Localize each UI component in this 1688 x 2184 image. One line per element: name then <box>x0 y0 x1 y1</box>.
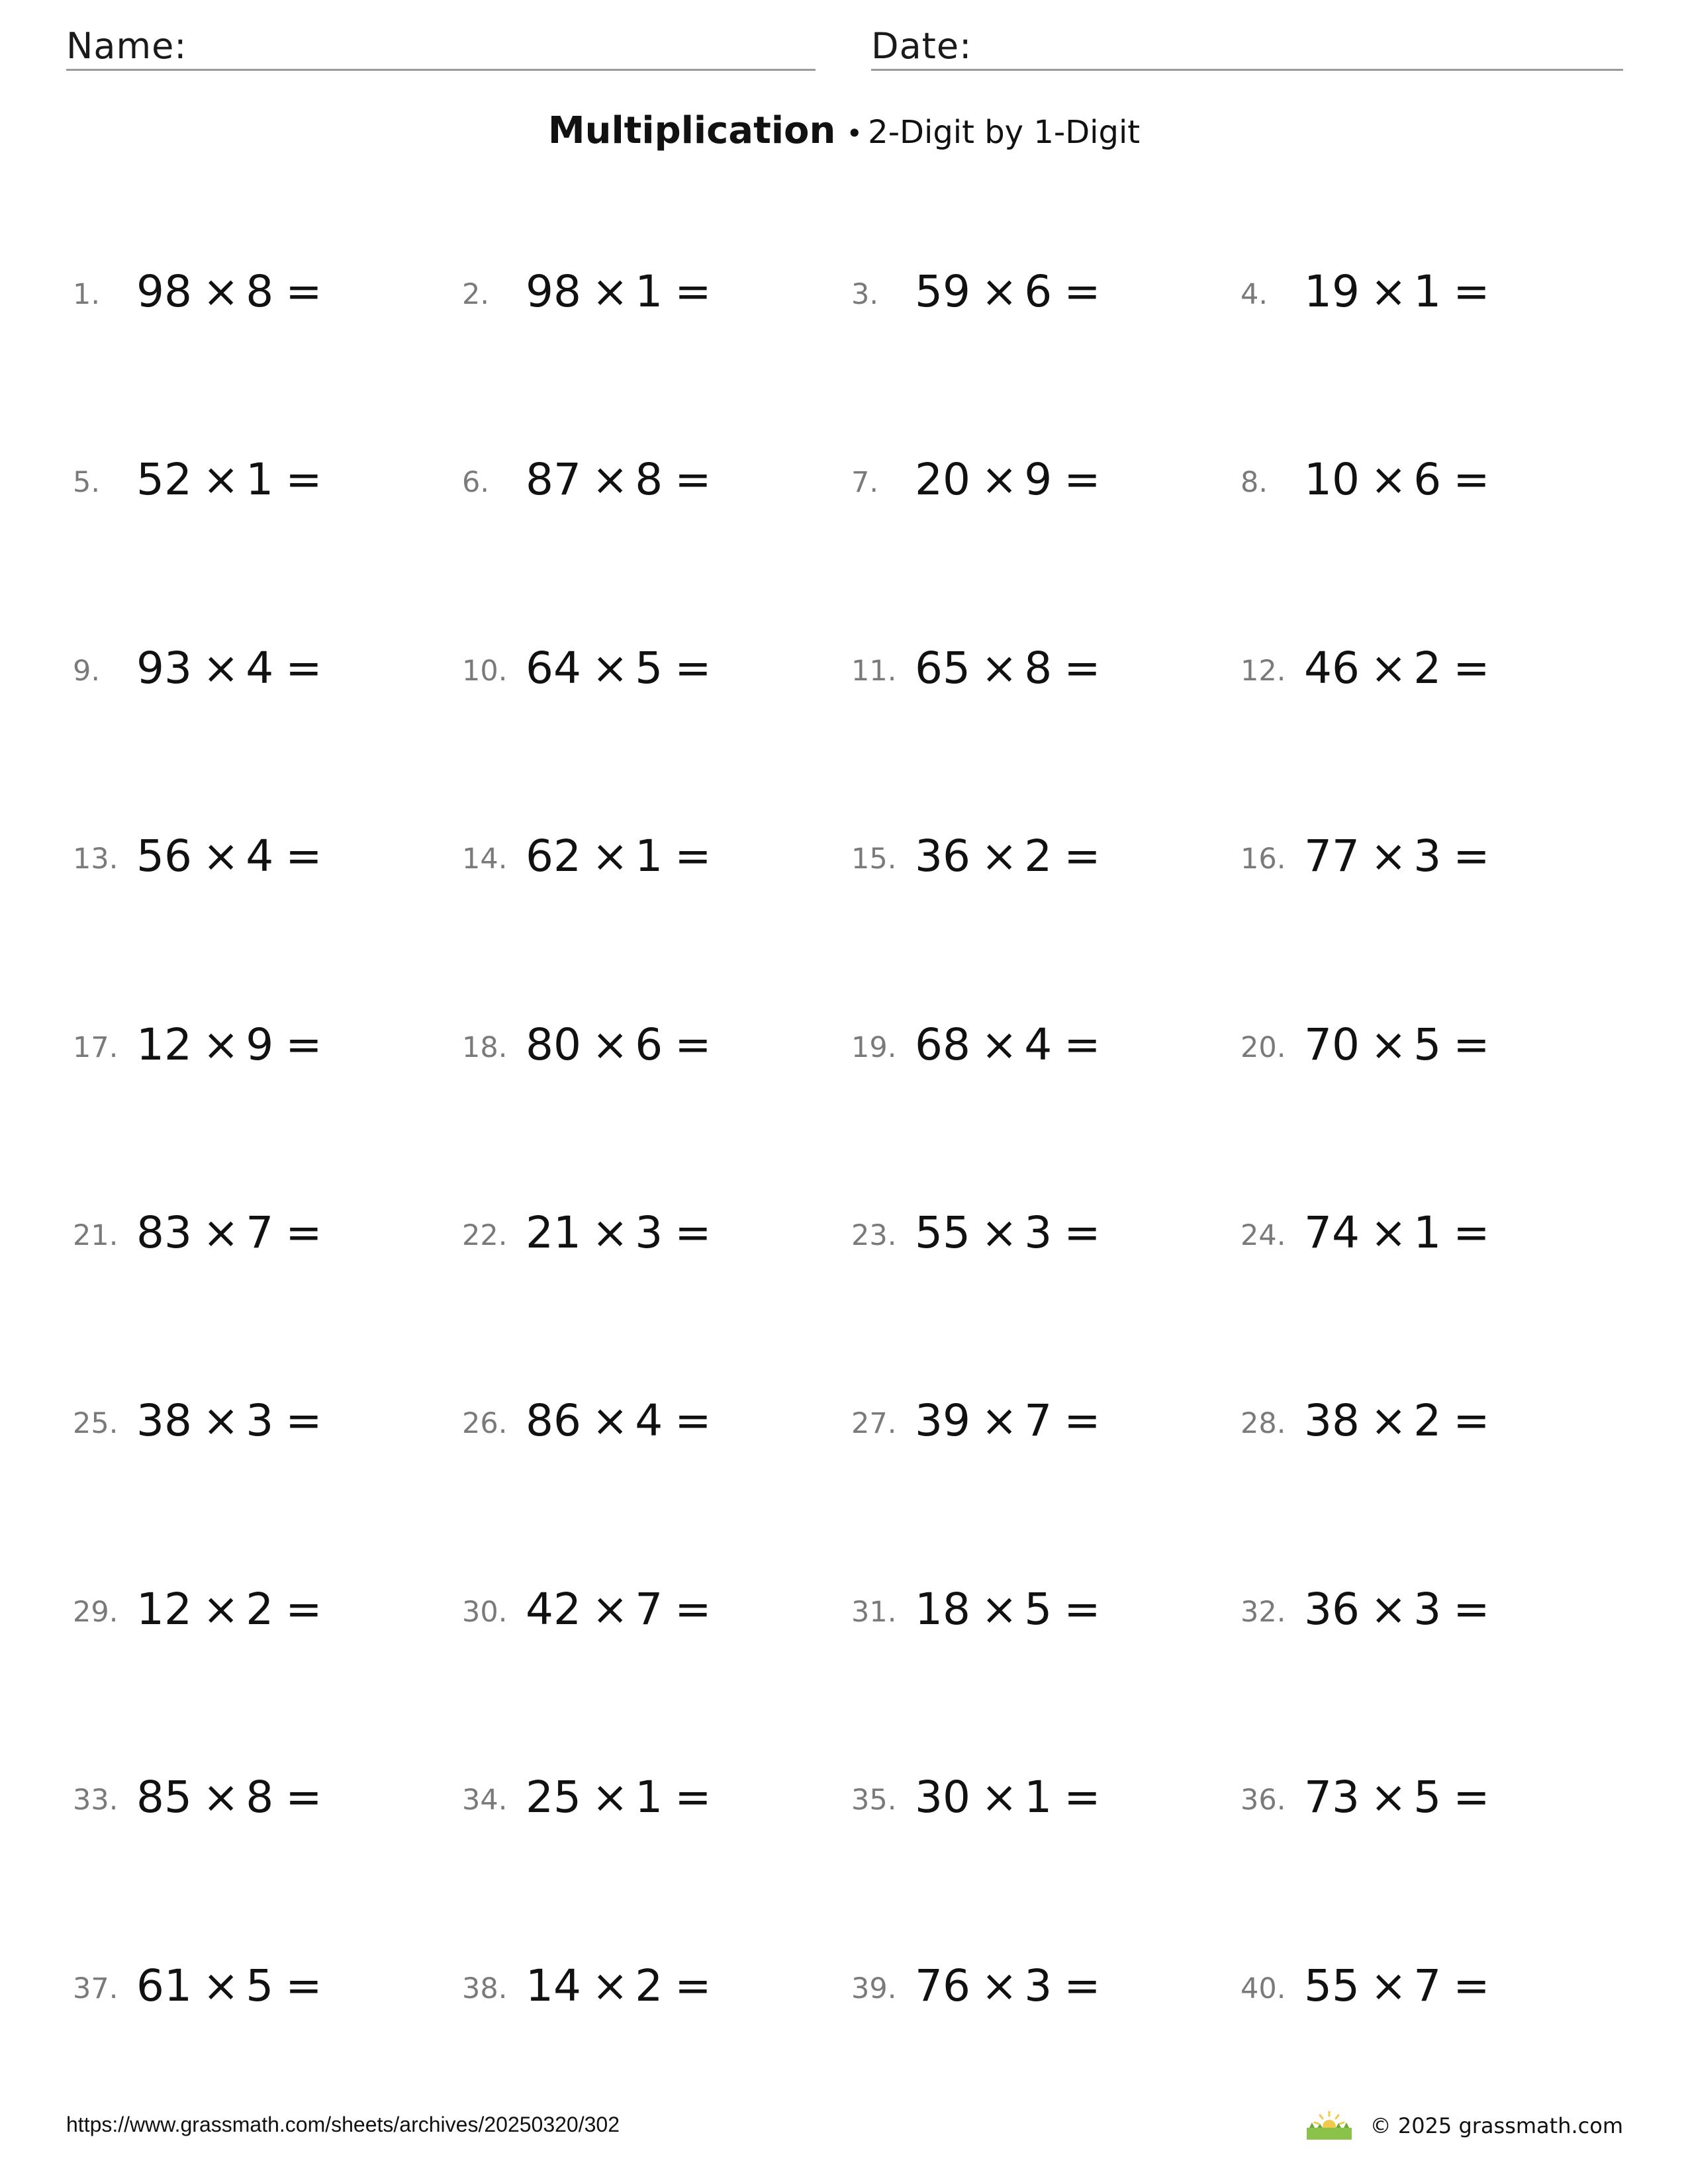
problem-item <box>851 1391 1222 1451</box>
problem-item <box>73 1580 444 1639</box>
multiplicand: 21 <box>526 1207 581 1258</box>
multiplier: 4 <box>635 1395 663 1446</box>
problem-item <box>1241 1015 1611 1075</box>
multiplier: 1 <box>1413 266 1442 317</box>
equals-symbol: = <box>675 1019 712 1070</box>
times-symbol: × <box>980 1207 1018 1258</box>
problem-number: 31. <box>851 1596 897 1629</box>
problem-number: 11. <box>851 655 897 688</box>
multiplier: 6 <box>1024 266 1053 317</box>
problem-number: 14. <box>462 842 508 876</box>
times-symbol: × <box>1370 266 1407 317</box>
equals-symbol: = <box>1064 1395 1101 1446</box>
multiplier: 2 <box>635 1960 663 2011</box>
problem-item <box>462 1768 833 1827</box>
problem-number: 33. <box>73 1784 118 1817</box>
times-symbol: × <box>591 1395 629 1446</box>
problem-expression <box>915 450 1101 510</box>
multiplicand: 12 <box>136 1584 192 1635</box>
problem-number: 37. <box>73 1972 118 2005</box>
problem-expression <box>915 1768 1101 1827</box>
problem-number: 38. <box>462 1972 508 2005</box>
multiplicand: 25 <box>526 1772 581 1823</box>
equals-symbol: = <box>675 1207 712 1258</box>
multiplier: 3 <box>635 1207 663 1258</box>
problem-item <box>73 1956 444 2016</box>
problem-number: 17. <box>73 1031 118 1064</box>
equals-symbol: = <box>675 1584 712 1635</box>
problem-expression <box>526 639 712 698</box>
multiplier: 2 <box>1413 1395 1442 1446</box>
problem-item <box>73 1203 444 1263</box>
multiplier: 1 <box>635 1772 663 1823</box>
equals-symbol: = <box>1064 454 1101 505</box>
multiplier: 5 <box>635 643 663 694</box>
problem-expression <box>136 827 322 886</box>
problem-item <box>462 827 833 886</box>
equals-symbol: = <box>1453 454 1490 505</box>
problem-expression <box>915 1580 1101 1639</box>
problem-number: 28. <box>1241 1407 1286 1440</box>
equals-symbol: = <box>675 454 712 505</box>
multiplier: 7 <box>1024 1395 1053 1446</box>
times-symbol: × <box>980 454 1018 505</box>
multiplicand: 59 <box>915 266 970 317</box>
equals-symbol: = <box>675 266 712 317</box>
equals-symbol: = <box>1064 831 1101 882</box>
times-symbol: × <box>591 1207 629 1258</box>
problem-number: 1. <box>73 278 101 311</box>
problem-item <box>462 1015 833 1075</box>
multiplier: 8 <box>1024 643 1053 694</box>
problem-item <box>851 262 1222 322</box>
times-symbol: × <box>591 1772 629 1823</box>
multiplicand: 64 <box>526 643 581 694</box>
times-symbol: × <box>1370 1207 1407 1258</box>
problem-expression <box>136 1956 322 2016</box>
problem-expression <box>526 262 712 322</box>
multiplicand: 77 <box>1304 831 1360 882</box>
multiplicand: 56 <box>136 831 192 882</box>
multiplier: 3 <box>1413 831 1442 882</box>
problem-item <box>1241 1768 1611 1827</box>
multiplicand: 36 <box>1304 1584 1360 1635</box>
problem-expression <box>915 262 1101 322</box>
multiplicand: 20 <box>915 454 970 505</box>
problem-number: 25. <box>73 1407 118 1440</box>
multiplier: 1 <box>1413 1207 1442 1258</box>
multiplier: 4 <box>246 643 274 694</box>
equals-symbol: = <box>1453 1395 1490 1446</box>
multiplicand: 10 <box>1304 454 1360 505</box>
problem-expression <box>526 1203 712 1263</box>
problem-expression <box>136 1580 322 1639</box>
multiplicand: 52 <box>136 454 192 505</box>
times-symbol: × <box>1370 1395 1407 1446</box>
problem-number: 34. <box>462 1784 508 1817</box>
problem-expression <box>1304 1015 1490 1075</box>
multiplier: 8 <box>635 454 663 505</box>
problem-number: 2. <box>462 278 490 311</box>
problem-expression <box>915 827 1101 886</box>
times-symbol: × <box>1370 1772 1407 1823</box>
equals-symbol: = <box>1064 643 1101 694</box>
problem-item <box>851 1580 1222 1639</box>
equals-symbol: = <box>1453 1584 1490 1635</box>
problem-expression <box>136 1768 322 1827</box>
multiplier: 3 <box>1413 1584 1442 1635</box>
multiplier: 1 <box>635 266 663 317</box>
multiplicand: 62 <box>526 831 581 882</box>
equals-symbol: = <box>1064 1019 1101 1070</box>
problem-expression <box>136 262 322 322</box>
times-symbol: × <box>202 1584 240 1635</box>
times-symbol: × <box>980 266 1018 317</box>
problem-item <box>73 1391 444 1451</box>
multiplier: 4 <box>246 831 274 882</box>
multiplicand: 42 <box>526 1584 581 1635</box>
equals-symbol: = <box>675 831 712 882</box>
multiplier: 4 <box>1024 1019 1053 1070</box>
times-symbol: × <box>980 1395 1018 1446</box>
equals-symbol: = <box>675 1960 712 2011</box>
multiplicand: 65 <box>915 643 970 694</box>
problem-number: 10. <box>462 655 508 688</box>
problem-expression <box>136 1203 322 1263</box>
equals-symbol: = <box>1064 1207 1101 1258</box>
footer-url: https://www.grassmath.com/sheets/archives/20250320/302 <box>66 2113 620 2136</box>
problem-number: 23. <box>851 1219 897 1252</box>
problem-number: 4. <box>1241 278 1268 311</box>
problem-item <box>462 450 833 510</box>
times-symbol: × <box>202 1395 240 1446</box>
problem-item <box>851 1768 1222 1827</box>
problem-number: 40. <box>1241 1972 1286 2005</box>
multiplicand: 55 <box>1304 1960 1360 2011</box>
worksheet-title <box>0 105 1688 166</box>
times-symbol: × <box>591 1960 629 2011</box>
problem-item <box>851 1956 1222 2016</box>
times-symbol: × <box>202 1960 240 2011</box>
times-symbol: × <box>980 1960 1018 2011</box>
equals-symbol: = <box>1453 1019 1490 1070</box>
multiplier: 5 <box>1413 1019 1442 1070</box>
equals-symbol: = <box>1064 266 1101 317</box>
problem-item <box>851 1203 1222 1263</box>
problem-expression <box>136 639 322 698</box>
multiplicand: 87 <box>526 454 581 505</box>
times-symbol: × <box>1370 643 1407 694</box>
problem-number: 35. <box>851 1784 897 1817</box>
times-symbol: × <box>1370 831 1407 882</box>
times-symbol: × <box>591 831 629 882</box>
multiplier: 3 <box>1024 1960 1053 2011</box>
times-symbol: × <box>1370 1019 1407 1070</box>
multiplicand: 30 <box>915 1772 970 1823</box>
multiplicand: 80 <box>526 1019 581 1070</box>
times-symbol: × <box>202 1207 240 1258</box>
equals-symbol: = <box>285 1207 322 1258</box>
times-symbol: × <box>980 1772 1018 1823</box>
times-symbol: × <box>591 266 629 317</box>
problem-item <box>462 262 833 322</box>
times-symbol: × <box>202 643 240 694</box>
problem-item <box>851 827 1222 886</box>
multiplier: 5 <box>1024 1584 1053 1635</box>
problem-number: 8. <box>1241 466 1268 499</box>
problem-number: 5. <box>73 466 101 499</box>
times-symbol: × <box>202 831 240 882</box>
problem-expression <box>1304 1203 1490 1263</box>
problem-expression <box>136 450 322 510</box>
problem-expression <box>915 1956 1101 2016</box>
problem-number: 3. <box>851 278 879 311</box>
multiplicand: 12 <box>136 1019 192 1070</box>
equals-symbol: = <box>675 1395 712 1446</box>
problem-number: 20. <box>1241 1031 1286 1064</box>
problem-item <box>462 1956 833 2016</box>
problem-expression <box>1304 262 1490 322</box>
grass-sun-logo-icon <box>1305 2111 1353 2141</box>
multiplicand: 18 <box>915 1584 970 1635</box>
problem-item <box>851 450 1222 510</box>
problem-number: 24. <box>1241 1219 1286 1252</box>
problem-item <box>1241 639 1611 698</box>
problem-expression <box>526 1956 712 2016</box>
problem-item <box>73 450 444 510</box>
multiplicand: 38 <box>1304 1395 1360 1446</box>
equals-symbol: = <box>285 454 322 505</box>
date-field[interactable] <box>871 24 1623 71</box>
equals-symbol: = <box>675 1772 712 1823</box>
equals-symbol: = <box>285 1019 322 1070</box>
problem-expression <box>136 1015 322 1075</box>
equals-symbol: = <box>285 643 322 694</box>
title-subtitle: 2-Digit by 1-Digit <box>868 114 1141 151</box>
times-symbol: × <box>980 831 1018 882</box>
problem-number: 29. <box>73 1596 118 1629</box>
problem-item <box>1241 1391 1611 1451</box>
problem-number: 19. <box>851 1031 897 1064</box>
problem-number: 21. <box>73 1219 118 1252</box>
equals-symbol: = <box>1453 1207 1490 1258</box>
problem-item <box>851 1015 1222 1075</box>
problem-item <box>1241 1580 1611 1639</box>
problem-expression <box>526 827 712 886</box>
problem-expression <box>1304 827 1490 886</box>
times-symbol: × <box>202 1019 240 1070</box>
equals-symbol: = <box>285 266 322 317</box>
multiplier: 9 <box>246 1019 274 1070</box>
date-label: Date: <box>871 25 972 67</box>
equals-symbol: = <box>285 1960 322 2011</box>
problem-expression <box>1304 1768 1490 1827</box>
multiplier: 7 <box>635 1584 663 1635</box>
problem-item <box>1241 450 1611 510</box>
problem-expression <box>1304 1580 1490 1639</box>
multiplicand: 68 <box>915 1019 970 1070</box>
problem-number: 12. <box>1241 655 1286 688</box>
problem-expression <box>1304 1391 1490 1451</box>
equals-symbol: = <box>1453 1960 1490 2011</box>
multiplicand: 76 <box>915 1960 970 2011</box>
copyright-text: © 2025 grassmath.com <box>1370 2113 1623 2138</box>
problem-expression <box>1304 1956 1490 2016</box>
multiplier: 1 <box>246 454 274 505</box>
equals-symbol: = <box>1453 266 1490 317</box>
multiplicand: 39 <box>915 1395 970 1446</box>
multiplicand: 98 <box>136 266 192 317</box>
problem-expression <box>526 1391 712 1451</box>
equals-symbol: = <box>285 1772 322 1823</box>
multiplier: 2 <box>1024 831 1053 882</box>
multiplier: 1 <box>635 831 663 882</box>
problem-number: 18. <box>462 1031 508 1064</box>
multiplicand: 61 <box>136 1960 192 2011</box>
times-symbol: × <box>591 1584 629 1635</box>
problem-number: 9. <box>73 655 101 688</box>
multiplier: 1 <box>1024 1772 1053 1823</box>
problem-expression <box>526 1015 712 1075</box>
problem-expression <box>1304 639 1490 698</box>
multiplicand: 19 <box>1304 266 1360 317</box>
problem-number: 6. <box>462 466 490 499</box>
equals-symbol: = <box>1453 1772 1490 1823</box>
problem-expression <box>915 639 1101 698</box>
multiplicand: 70 <box>1304 1019 1360 1070</box>
problem-item <box>462 1391 833 1451</box>
name-field[interactable] <box>66 24 816 71</box>
problem-item <box>851 639 1222 698</box>
problem-number: 26. <box>462 1407 508 1440</box>
problem-item <box>462 1580 833 1639</box>
multiplier: 6 <box>1413 454 1442 505</box>
title-separator: • <box>846 117 863 150</box>
multiplier: 2 <box>1413 643 1442 694</box>
problem-expression <box>526 450 712 510</box>
problem-item <box>1241 1956 1611 2016</box>
multiplicand: 86 <box>526 1395 581 1446</box>
footer-copyright <box>1305 2111 1623 2141</box>
multiplier: 7 <box>1413 1960 1442 2011</box>
problem-expression <box>915 1203 1101 1263</box>
multiplier: 5 <box>246 1960 274 2011</box>
multiplier: 6 <box>635 1019 663 1070</box>
problem-number: 13. <box>73 842 118 876</box>
times-symbol: × <box>980 643 1018 694</box>
problem-number: 32. <box>1241 1596 1286 1629</box>
problem-expression <box>136 1391 322 1451</box>
multiplier: 8 <box>246 266 274 317</box>
multiplicand: 83 <box>136 1207 192 1258</box>
problem-number: 16. <box>1241 842 1286 876</box>
times-symbol: × <box>980 1584 1018 1635</box>
problem-expression <box>915 1015 1101 1075</box>
equals-symbol: = <box>1064 1960 1101 2011</box>
multiplier: 3 <box>1024 1207 1053 1258</box>
name-label: Name: <box>66 25 187 67</box>
times-symbol: × <box>202 1772 240 1823</box>
times-symbol: × <box>591 643 629 694</box>
title-main: Multiplication <box>547 109 836 152</box>
multiplicand: 36 <box>915 831 970 882</box>
multiplicand: 14 <box>526 1960 581 2011</box>
problem-item <box>1241 262 1611 322</box>
times-symbol: × <box>1370 1584 1407 1635</box>
problem-number: 7. <box>851 466 879 499</box>
multiplicand: 98 <box>526 266 581 317</box>
problem-number: 22. <box>462 1219 508 1252</box>
equals-symbol: = <box>1064 1584 1101 1635</box>
equals-symbol: = <box>675 643 712 694</box>
problem-item <box>73 262 444 322</box>
problem-item <box>73 827 444 886</box>
problem-expression <box>526 1768 712 1827</box>
problem-number: 36. <box>1241 1784 1286 1817</box>
problem-item <box>73 1015 444 1075</box>
equals-symbol: = <box>285 1584 322 1635</box>
times-symbol: × <box>1370 454 1407 505</box>
times-symbol: × <box>1370 1960 1407 2011</box>
multiplicand: 85 <box>136 1772 192 1823</box>
equals-symbol: = <box>1453 643 1490 694</box>
equals-symbol: = <box>285 1395 322 1446</box>
problem-number: 39. <box>851 1972 897 2005</box>
problem-expression <box>1304 450 1490 510</box>
problem-item <box>73 1768 444 1827</box>
problem-item <box>73 639 444 698</box>
multiplicand: 93 <box>136 643 192 694</box>
problem-expression <box>915 1391 1101 1451</box>
problem-expression <box>526 1580 712 1639</box>
multiplier: 2 <box>246 1584 274 1635</box>
problem-item <box>1241 827 1611 886</box>
multiplier: 9 <box>1024 454 1053 505</box>
times-symbol: × <box>202 266 240 317</box>
multiplicand: 74 <box>1304 1207 1360 1258</box>
multiplicand: 46 <box>1304 643 1360 694</box>
problem-number: 27. <box>851 1407 897 1440</box>
multiplier: 3 <box>246 1395 274 1446</box>
problem-number: 30. <box>462 1596 508 1629</box>
times-symbol: × <box>202 454 240 505</box>
equals-symbol: = <box>285 831 322 882</box>
multiplier: 7 <box>246 1207 274 1258</box>
times-symbol: × <box>980 1019 1018 1070</box>
times-symbol: × <box>591 454 629 505</box>
multiplicand: 73 <box>1304 1772 1360 1823</box>
multiplicand: 55 <box>915 1207 970 1258</box>
equals-symbol: = <box>1064 1772 1101 1823</box>
problem-item <box>462 1203 833 1263</box>
equals-symbol: = <box>1453 831 1490 882</box>
times-symbol: × <box>591 1019 629 1070</box>
problem-number: 15. <box>851 842 897 876</box>
multiplicand: 38 <box>136 1395 192 1446</box>
problem-item <box>462 639 833 698</box>
multiplier: 8 <box>246 1772 274 1823</box>
problem-item <box>1241 1203 1611 1263</box>
multiplier: 5 <box>1413 1772 1442 1823</box>
